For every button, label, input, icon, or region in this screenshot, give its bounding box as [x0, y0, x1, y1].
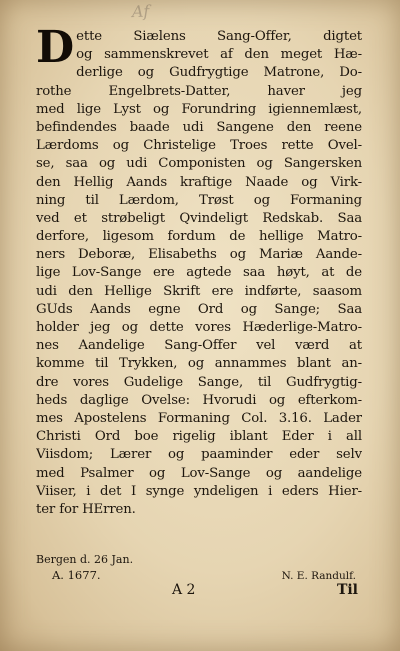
text-line: dre vores Gudelige Sange, til Gudfrygtig- — [36, 374, 362, 390]
signature-mark: A 2 — [172, 582, 196, 598]
text-line: Viisdom; Lærer og paaminder eder selv — [36, 447, 362, 463]
text-line: derfore, ligesom fordum de hellige Matro- — [36, 229, 362, 245]
text-line: befindendes baade udi Sangene den reene — [36, 119, 362, 135]
author-signature: N. E. Randulf. — [281, 570, 356, 582]
page-footer — [36, 582, 362, 602]
handwritten-note: Af — [131, 1, 150, 22]
text-line: ners Deboræ, Elisabeths og Mariæ Aande- — [36, 247, 362, 263]
drop-cap-letter: D — [36, 22, 75, 73]
text-line: ved et strøbeligt Qvindeligt Redskab. Saa — [36, 210, 362, 226]
text-line: lige Lov-Sange ere agtede saa høyt, at de — [36, 265, 362, 281]
body-lines — [36, 64, 362, 519]
text-line: Lærdoms og Christelige Troes rette Ovel- — [36, 138, 362, 154]
text-line: Viiser, i det I synge yndeligen i eders Hier- — [36, 483, 362, 499]
text-line: med Psalmer og Lov-Sange og aandelige — [36, 465, 362, 481]
catchword: Til — [336, 582, 358, 598]
text-line: rothe Engelbrets-Datter, haver jeg — [36, 83, 362, 99]
text-line: med lige Lyst og Forundring igiennemlæst, — [36, 101, 362, 117]
text-line: se, saa og udi Componisten og Sangersken — [36, 156, 362, 172]
text-line: holder jeg og dette vores Hæderlige-Matro- — [36, 320, 362, 335]
text-line: nes Aandelige Sang-Offer vel værd at — [36, 338, 362, 354]
text-line: GUds Aands egne Ord og Sange; Saa — [36, 301, 362, 317]
text-line: derlige og Gudfrygtige Matrone, Do- — [76, 65, 362, 81]
text-line: heds daglige Ovelse: Hvorudi og efterkom- — [36, 392, 362, 408]
year: A. 1677. — [52, 568, 101, 582]
text-line: mes Apostelens Formaning Col. 3.16. Lader — [36, 410, 362, 426]
text-line: den Hellig Aands kraftige Naade og Virk- — [36, 174, 362, 190]
text-line: ette Siælens Sang-Offer, digtet — [76, 29, 362, 44]
text-line: komme til Trykken, og annammes blant an- — [36, 356, 362, 372]
text-line: Christi Ord boe rigelig iblant Eder i all — [36, 429, 362, 445]
text-line: udi den Hellige Skrift ere indførte, saasom — [36, 283, 362, 299]
text-line: og sammenskrevet af den meget Hæ- — [76, 47, 362, 63]
text-line: ter for HErren. — [36, 501, 136, 517]
place-date: Bergen d. 26 Jan. — [36, 553, 134, 566]
approbation-text — [36, 22, 362, 519]
text-line: ning til Lærdom, Trøst og Formaning — [36, 192, 362, 208]
